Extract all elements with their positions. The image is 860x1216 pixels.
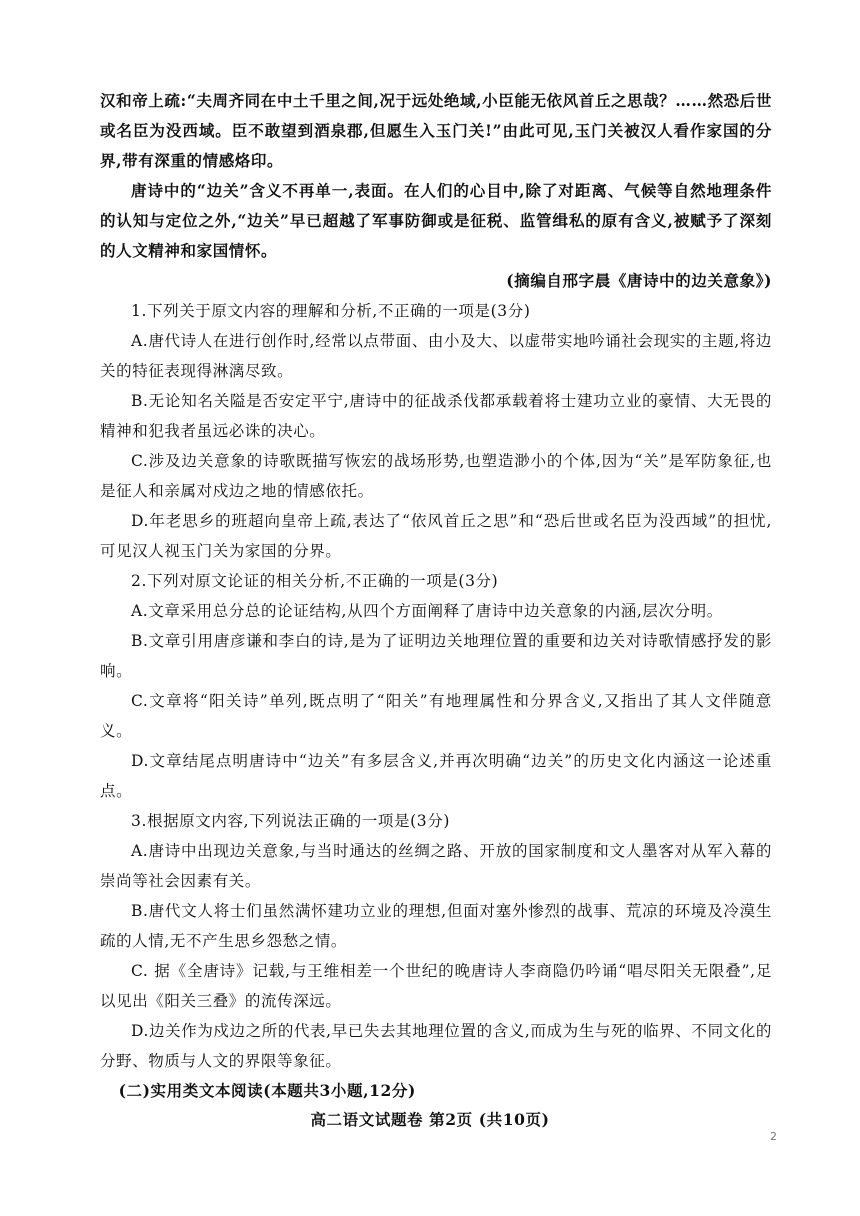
page-content — [100, 86, 772, 1106]
question-2-option-a: A.文章采用总分总的论证结构,从四个方面阐释了唐诗中边关意象的内涵,层次分明。 — [131, 602, 723, 620]
section-heading: (二)实用类文本阅读(本题共3小题,12分) — [118, 1081, 416, 1100]
question-3-option-c: C. 据《全唐诗》记载,与王维相差一个世纪的晚唐诗人李商隐仍吟诵“唱尽阳关无限叠”,足以见出《阳关三叠》的流传深远。 — [100, 962, 772, 1010]
question-2-option-c: C.文章将“阳关诗”单列,既点明了“阳关”有地理属性和分界含义,又指出了其人文伴随意义。 — [100, 692, 772, 740]
passage-paragraph-1: 汉和帝上疏:“夫周齐同在中土千里之间,况于远处绝域,小臣能无依风首丘之思哉？……然恐后世或名臣为没西域。臣不敢望到酒泉郡,但愿生入玉门关!”由此可见,玉门关被汉人看作家国的分界,带有深重的情感烙印。 — [100, 91, 772, 170]
page-footer: 高二语文试题卷 第2页 (共10页) — [310, 1110, 550, 1129]
question-1-option-d: D.年老思乡的班超向皇帝上疏,表达了“依风首丘之思”和“恐后世或名臣为没西域”的担忧,可见汉人视玉门关为家国的分界。 — [100, 512, 772, 560]
question-2-option-b: B.文章引用唐彦谦和李白的诗,是为了证明边关地理位置的重要和边关对诗歌情感抒发的影响。 — [100, 632, 772, 680]
question-2-stem: 2.下列对原文论证的相关分析,不正确的一项是(3分) — [131, 572, 499, 590]
question-1-option-c: C.涉及边关意象的诗歌既描写恢宏的战场形势,也塑造渺小的个体,因为“关”是军防象征,也是征人和亲属对戍边之地的情感依托。 — [100, 452, 772, 500]
passage-paragraph-2: 唐诗中的“边关”含义不再单一,表面。在人们的心目中,除了对距离、气候等自然地理条件的认知与定位之外,“边关”早已超越了军事防御或是征税、监管缉私的原有含义,被赋予了深刻的人文精神和家国情怀。 — [100, 181, 772, 260]
question-1-option-b: B.无论知名关隘是否安定平宁,唐诗中的征战杀伐都承载着将士建功立业的豪情、大无畏的精神和犯我者虽远必诛的决心。 — [100, 392, 772, 440]
question-2-option-d: D.文章结尾点明唐诗中“边关”有多层含义,并再次明确“边关”的历史文化内涵这一论述重点。 — [100, 752, 772, 800]
question-1-option-a: A.唐代诗人在进行创作时,经常以点带面、由小及大、以虚带实地吟诵社会现实的主题,将边关的特征表现得淋漓尽致。 — [100, 332, 772, 380]
question-3-option-d: D.边关作为戍边之所的代表,早已失去其地理位置的含义,而成为生与死的临界、不同文化的分野、物质与人文的界限等象征。 — [100, 1022, 772, 1070]
question-3-option-a: A.唐诗中出现边关意象,与当时通达的丝绸之路、开放的国家制度和文人墨客对从军入幕的崇尚等社会因素有关。 — [100, 842, 772, 890]
question-1-stem: 1.下列关于原文内容的理解和分析,不正确的一项是(3分) — [131, 302, 531, 320]
passage-source: (摘编自邢字晨《唐诗中的边关意象》) — [506, 271, 772, 290]
question-3-stem: 3.根据原文内容,下列说法正确的一项是(3分) — [131, 812, 450, 830]
question-3-option-b: B.唐代文人将士们虽然满怀建功立业的理想,但面对塞外惨烈的战事、荒凉的环境及冷漠生疏的人情,无不产生思乡怨愁之情。 — [100, 902, 772, 950]
corner-mark: 2 — [770, 1130, 777, 1143]
